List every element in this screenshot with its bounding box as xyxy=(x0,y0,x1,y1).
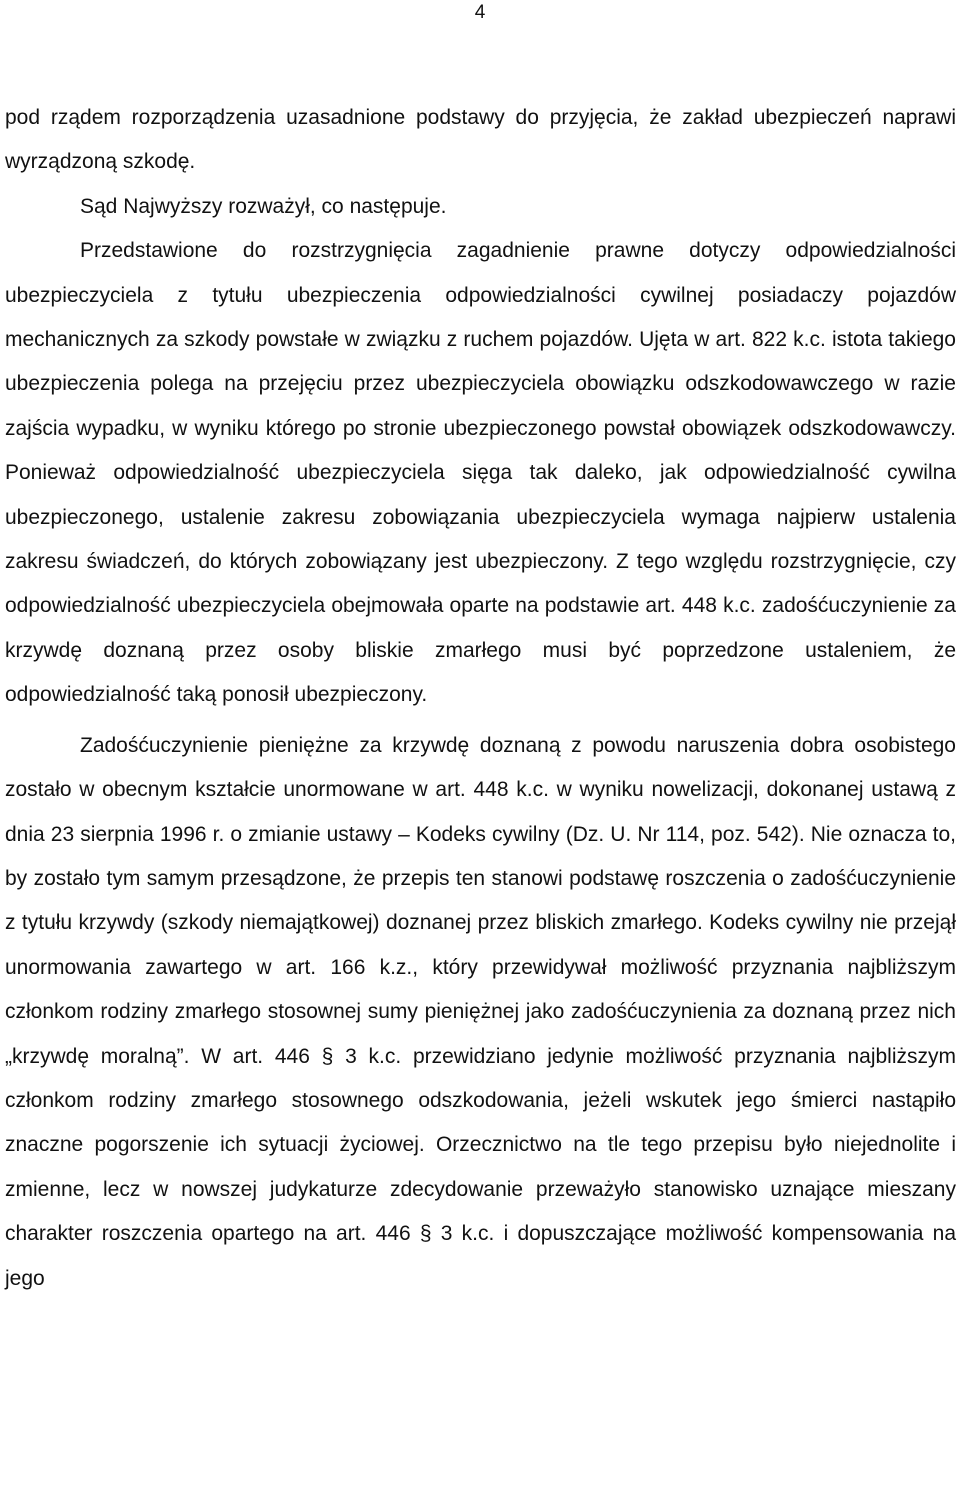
paragraph-compensation: Zadośćuczynienie pieniężne za krzywdę doznaną z powodu naruszenia dobra osobistego zostało w obecnym kształcie unormowane w art. 448 k.c. w wyniku nowelizacji, dokonanej ustawą z dnia 23 sierpnia 1996 r. o zmianie ustawy – Kodeks cywilny (Dz. U. Nr 114, poz. 542). Nie oznacza to, by zostało tym samym przesądzone, że przepis ten stanowi podstawę roszczenia o zadośćuczynienie z tytułu krzywdy (szkody niemajątkowej) doznanej przez bliskich zmarłego. Kodeks cywilny nie przejął unormowania zawartego w art. 166 k.z., który przewidywał możliwość przyznania najbliższym członkom rodziny zmarłego stosownej sumy pieniężnej jako zadośćuczynienia za doznaną przez nich „krzywdę moralną”. W art. 446 § 3 k.c. przewidziano jedynie możliwość przyznania najbliższym członkom rodziny zmarłego stosownego odszkodowania, jeżeli wskutek jego śmierci nastąpiło znaczne pogorszenie ich sytuacji życiowej. Orzecznictwo na tle tego przepisu było niejednolite i zmienne, lecz w nowszej judykaturze zdecydowanie przeważyło stanowisko uznające mieszany charakter roszczenia opartego na art. 446 § 3 k.c. i dopuszczające możliwość kompensowania na jego xyxy=(5,733,956,1290)
paragraph-court-statement: Sąd Najwyższy rozważył, co następuje. xyxy=(80,194,447,218)
page-number: 4 xyxy=(474,2,486,23)
document-body xyxy=(5,96,956,1301)
paragraph-continuation: pod rządem rozporządzenia uzasadnione podstawy do przyjęcia, że zakład ubezpieczeń naprawi wyrządzoną szkodę. xyxy=(5,106,956,174)
paragraph-legal-question: Przedstawione do rozstrzygnięcia zagadnienie prawne dotyczy odpowiedzialności ubezpieczyciela z tytułu ubezpieczenia odpowiedzialności cywilnej posiadaczy pojazdów mechanicznych za szkody powstałe w związku z ruchem pojazdów. Ujęta w art. 822 k.c. istota takiego ubezpieczenia polega na przejęciu przez ubezpieczyciela obowiązku odszkodowawczego w razie zajścia wypadku, w wyniku którego po stronie ubezpieczonego powstał obowiązek odszkodowawczy. Ponieważ odpowiedzialność ubezpieczyciela sięga tak daleko, jak odpowiedzialność cywilna ubezpieczonego, ustalenie zakresu zobowiązania ubezpieczyciela wymaga najpierw ustalenia zakresu świadczeń, do których zobowiązany jest ubezpieczony. Z tego względu rozstrzygnięcie, czy odpowiedzialność ubezpieczyciela obejmowała oparte na podstawie art. 448 k.c. zadośćuczynienie za krzywdę doznaną przez osoby bliskie zmarłego musi być poprzedzone ustaleniem, że odpowiedzialność taką ponosił ubezpieczony. xyxy=(5,239,956,707)
